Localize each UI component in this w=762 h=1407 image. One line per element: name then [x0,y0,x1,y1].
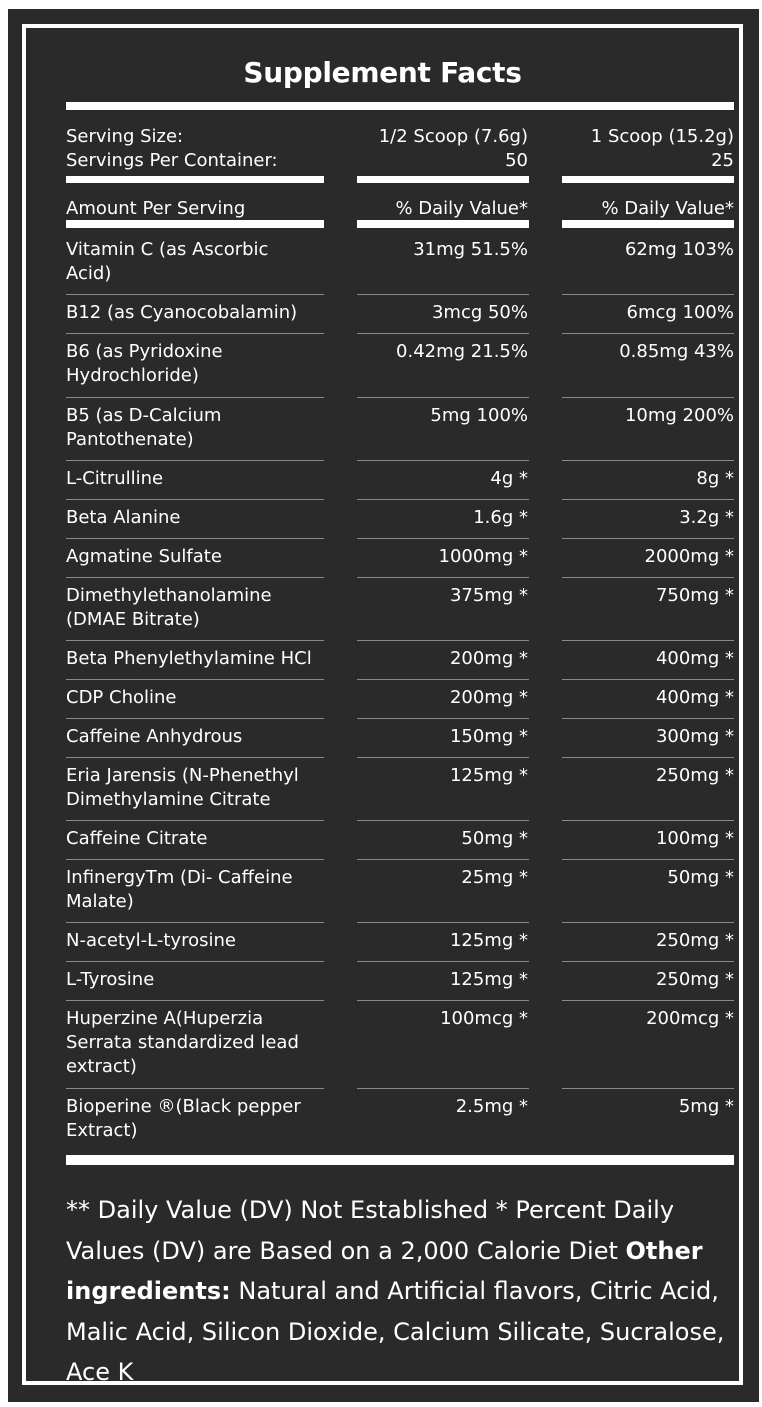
ingredient-amount-half-scoop: 2.5mg * [455,1095,528,1117]
serving-size-label: Serving Size: [66,126,184,147]
row-divider [562,640,734,641]
ingredient-amount-half-scoop: 31mg 51.5% [413,239,528,260]
supplement-facts-panel [8,9,759,1402]
ingredient-amount-half-scoop: 1000mg * [438,545,528,567]
other-ingredients-text: Natural and Artificial flavors, Citric Acid, Malic Acid, Silicon Dioxide, Calcium Silicate, Sucralose, Ace K [66,1277,725,1386]
row-divider [357,718,529,719]
ingredient-amount-half-scoop: 0.42mg 21.5% [396,341,528,363]
ingredient-name: Huperzine A(Huperzia Serrata standardized lead extract) [66,1007,299,1077]
row-divider [66,577,324,578]
row-divider [66,820,324,821]
ingredient-name: N-acetyl-L-tyrosine [66,930,236,951]
panel-border [22,24,743,1385]
row-divider [562,679,734,680]
ingredient-amount-half-scoop: 25mg * [461,866,528,888]
row-divider [66,294,324,295]
row-divider [357,294,529,295]
ingredient-amount-full-scoop: 5mg * [678,1095,734,1117]
ingredient-amount-full-scoop: 0.85mg 43% [619,341,734,363]
thick-bar [562,220,734,228]
bottom-thick-bar [66,1155,734,1165]
col2-serving-size: 1 Scoop (15.2g) [590,126,734,147]
ingredient-amount-half-scoop: 1.6g * [473,506,528,528]
row-divider [357,538,529,539]
row-divider [357,333,529,334]
ingredient-name: InfinergyTm (Di- Caffeine Malate) [66,866,293,912]
ingredient-amount-half-scoop: 200mg * [449,647,528,669]
ingredient-amount-half-scoop: 200mg * [449,686,528,708]
row-divider [357,640,529,641]
row-divider [562,294,734,295]
row-divider [562,820,734,821]
col1-serving-size: 1/2 Scoop (7.6g) [378,126,528,147]
row-divider [357,460,529,461]
ingredient-name: Vitamin C (as Ascorbic Acid) [66,239,269,284]
ingredient-name: L-Tyrosine [66,968,155,990]
ingredient-amount-full-scoop: 100mg * [655,827,734,849]
row-divider [66,640,324,641]
ingredient-amount-half-scoop: 125mg * [449,764,528,786]
row-divider [562,961,734,962]
ingredient-name: Eria Jarensis (N-Phenethyl Dimethylamine Citrate [66,764,299,810]
row-divider [562,538,734,539]
ingredient-name: B12 (as Cyanocobalamin) [66,302,298,324]
ingredient-amount-half-scoop: 3mcg 50% [431,302,528,324]
row-divider [562,499,734,500]
top-thick-bar [66,102,734,110]
ingredient-amount-half-scoop: 375mg * [449,584,528,606]
ingredient-amount-full-scoop: 10mg 200% [624,404,734,426]
ingredient-amount-full-scoop: 50mg * [667,866,734,888]
col2-daily-value-header: % Daily Value* [601,198,734,219]
thick-bar [66,176,324,183]
ingredient-amount-full-scoop: 8g * [696,467,734,489]
footer-note [66,1190,738,1393]
ingredient-amount-half-scoop: 100mcg * [440,1007,528,1029]
servings-per-container-label: Servings Per Container: [66,150,278,171]
ingredient-amount-half-scoop: 150mg * [449,725,528,747]
col1-daily-value-header: % Daily Value* [395,198,528,219]
row-divider [562,460,734,461]
col1-servings: 50 [505,150,528,171]
thick-bar [562,176,734,183]
ingredient-name: B6 (as Pyridoxine Hydrochloride) [66,341,223,387]
row-divider [357,397,529,398]
ingredient-amount-full-scoop: 400mg * [655,686,734,708]
row-divider [66,859,324,860]
ingredient-amount-full-scoop: 300mg * [655,725,734,747]
other-ingredients-label: Other ingredients: [66,1236,703,1305]
thick-bar [357,220,529,228]
amount-per-serving-label: Amount Per Serving [66,198,246,219]
ingredient-name: Agmatine Sulfate [66,545,222,567]
row-divider [357,577,529,578]
ingredient-amount-full-scoop: 250mg * [655,764,734,786]
row-divider [66,1088,324,1089]
row-divider [357,1000,529,1001]
ingredient-amount-half-scoop: 4g * [490,467,528,489]
row-divider [66,679,324,680]
row-divider [562,1088,734,1089]
ingredient-name: Caffeine Citrate [66,827,208,849]
ingredient-amount-half-scoop: 125mg * [449,968,528,990]
ingredient-amount-half-scoop: 50mg * [461,827,528,849]
row-divider [66,718,324,719]
row-divider [66,499,324,500]
ingredient-name: B5 (as D-Calcium Pantothenate) [66,404,222,450]
panel-title: Supplement Facts [243,56,522,89]
row-divider [562,922,734,923]
row-divider [357,499,529,500]
row-divider [66,460,324,461]
row-divider [357,961,529,962]
row-divider [66,961,324,962]
ingredient-amount-full-scoop: 6mcg 100% [626,302,734,324]
ingredient-amount-full-scoop: 400mg * [655,647,734,669]
ingredient-amount-full-scoop: 2000mg * [644,545,734,567]
ingredient-name: Caffeine Anhydrous [66,725,243,747]
row-divider [562,859,734,860]
row-divider [562,1000,734,1001]
row-divider [66,757,324,758]
ingredient-amount-full-scoop: 62mg 103% [624,239,734,260]
row-divider [66,1000,324,1001]
ingredient-amount-full-scoop: 200mcg * [646,1007,734,1029]
row-divider [357,679,529,680]
row-divider [562,333,734,334]
ingredient-amount-half-scoop: 5mg 100% [430,404,528,426]
thick-bar [66,220,324,228]
thick-bar [357,176,529,183]
row-divider [66,333,324,334]
row-divider [357,922,529,923]
ingredient-amount-full-scoop: 3.2g * [679,506,734,528]
row-divider [357,820,529,821]
ingredient-amount-full-scoop: 250mg * [655,968,734,990]
ingredient-name: Beta Alanine [66,506,181,528]
ingredient-name: CDP Choline [66,686,177,708]
ingredient-amount-full-scoop: 250mg * [655,930,734,951]
daily-value-note: ** Daily Value (DV) Not Established * Percent Daily Values (DV) are Based on a 2,000 Calorie Diet [66,1196,675,1265]
ingredient-name: Beta Phenylethylamine HCl [66,647,312,669]
col2-servings: 25 [711,150,734,171]
ingredient-amount-half-scoop: 125mg * [449,930,528,951]
row-divider [562,577,734,578]
ingredient-name: Dimethylethanolamine (DMAE Bitrate) [66,584,272,630]
row-divider [66,922,324,923]
ingredient-amount-full-scoop: 750mg * [655,584,734,606]
row-divider [562,718,734,719]
ingredient-name: L-Citrulline [66,467,164,489]
row-divider [357,757,529,758]
row-divider [562,757,734,758]
row-divider [357,859,529,860]
row-divider [357,1088,529,1089]
row-divider [66,538,324,539]
row-divider [66,397,324,398]
ingredient-name: Bioperine ®(Black pepper Extract) [66,1095,301,1141]
row-divider [562,397,734,398]
